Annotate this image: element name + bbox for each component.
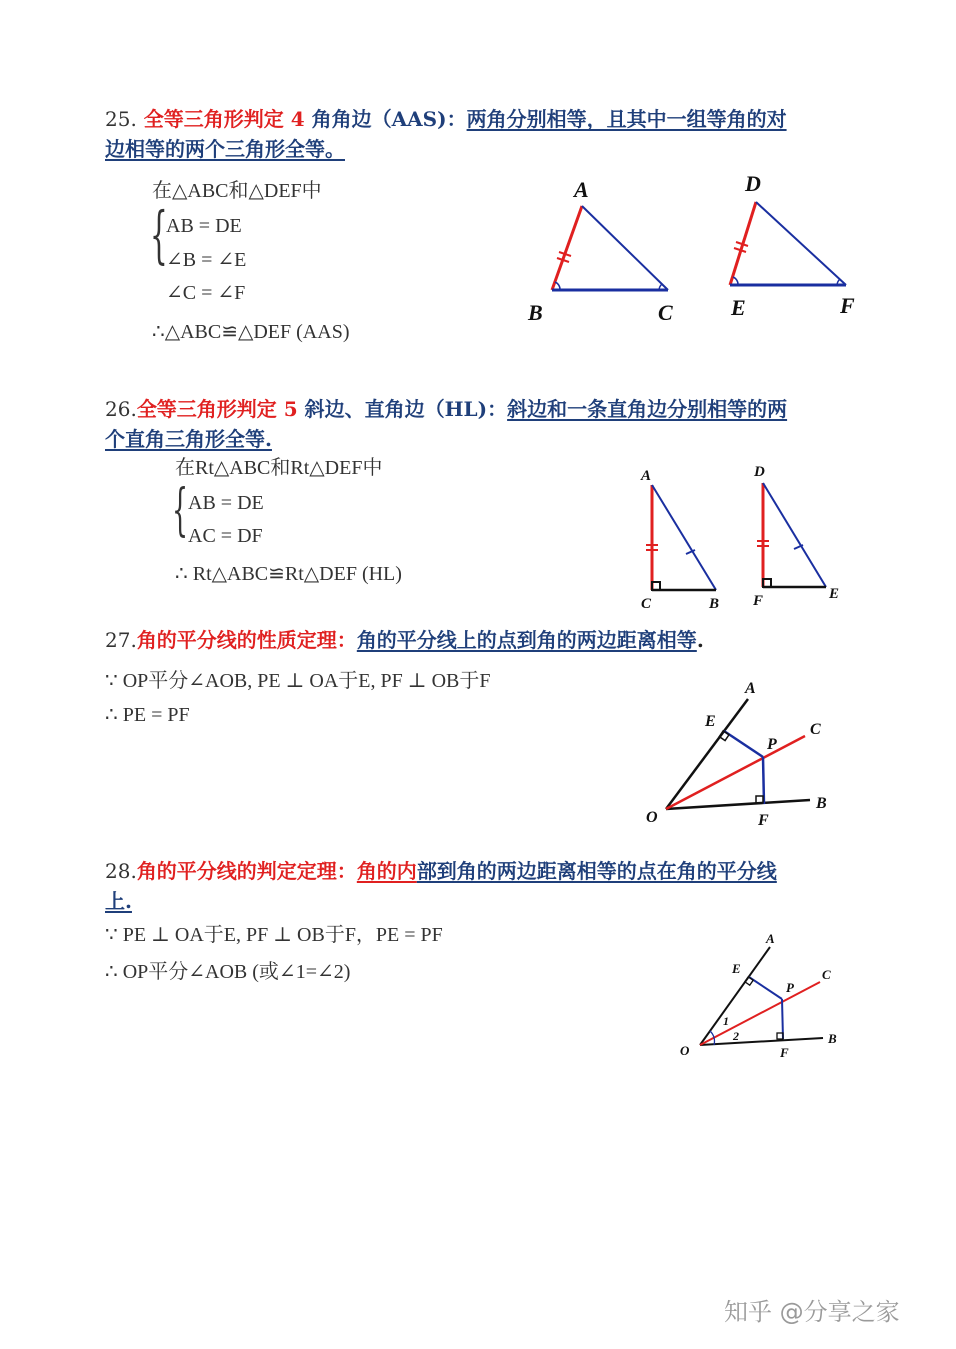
theorem-statement-red: 角的内	[356, 859, 417, 883]
section-26-heading	[105, 394, 865, 454]
theorem-statement: 斜边和一条直角边分别相等的两	[507, 397, 788, 421]
conclusion: ∴ Rt△ABC≌Rt△DEF (HL)	[175, 563, 402, 585]
label-f: F	[753, 593, 764, 609]
theorem-statement-cont: 上.	[105, 889, 132, 913]
condition-2: ∠B = ∠E	[166, 249, 247, 271]
section-27-heading: 27.角的平分线的性质定理：角的平分线上的点到角的两边距离相等.	[105, 628, 704, 652]
theorem-statement-cont: 边相等的两个三角形全等。	[105, 137, 345, 161]
label-p: P	[767, 736, 777, 753]
ray-oc	[700, 982, 820, 1045]
bisector-property-figure	[630, 670, 850, 835]
theorem-tag: 角角边（AAS)：	[304, 107, 467, 131]
side-ab	[552, 206, 582, 290]
label-a: A	[641, 468, 652, 484]
aas-figure	[520, 170, 870, 330]
label-e: E	[732, 961, 741, 976]
label-e: E	[731, 295, 746, 320]
label-angle-1: 1	[723, 1014, 729, 1028]
condition-1: AB = DE	[166, 215, 242, 237]
label-c: C	[658, 300, 673, 325]
label-c: C	[641, 596, 652, 612]
label-o: O	[680, 1043, 690, 1058]
label-c: C	[822, 967, 831, 982]
label-a: A	[745, 680, 756, 697]
given: ∵ PE ⊥ OA于E, PF ⊥ OB于F，PE = PF	[105, 924, 443, 946]
label-a: A	[574, 177, 589, 202]
segment-pe	[749, 977, 782, 999]
theorem-name: 角的平分线的判定定理：	[136, 859, 357, 883]
side-df	[756, 202, 846, 285]
bisector-converse-figure	[670, 925, 850, 1065]
section-28-heading	[105, 856, 865, 916]
label-b: B	[816, 795, 827, 812]
conclusion: ∴ PE = PF	[105, 704, 190, 726]
label-d: D	[754, 464, 765, 480]
section-number: 26.	[105, 397, 137, 421]
theorem-name: 角的平分线的性质定理：	[136, 628, 357, 652]
brace: {	[150, 198, 168, 271]
condition-1: AB = DE	[188, 492, 264, 514]
side-ab	[652, 485, 716, 590]
theorem-statement: 角的平分线上的点到角的两边距离相等	[356, 628, 697, 652]
label-f: F	[758, 812, 769, 829]
segment-pe	[724, 731, 763, 757]
side-ac	[582, 206, 668, 290]
theorem-statement-cont: 个直角三角形全等.	[105, 427, 272, 451]
label-o: O	[646, 809, 658, 826]
theorem-tag: 斜边、直角边（HL)：	[297, 397, 508, 421]
given: ∵ OP平分∠AOB, PE ⊥ OA于E, PF ⊥ OB于F	[105, 670, 491, 692]
ray-ob	[666, 800, 810, 809]
condition-2: AC = DF	[188, 525, 263, 547]
label-b: B	[709, 596, 720, 612]
hl-figure	[630, 460, 850, 615]
side-de	[763, 483, 826, 587]
label-b: B	[528, 300, 543, 325]
label-c: C	[810, 721, 821, 738]
label-b: B	[828, 1031, 837, 1046]
label-e: E	[705, 713, 716, 730]
theorem-name: 全等三角形判定 4	[143, 107, 305, 131]
label-f: F	[840, 293, 855, 318]
proof-intro: 在△ABC和△DEF中	[152, 180, 322, 202]
theorem-statement: 部到角的两边距离相等的点在角的平分线	[416, 859, 777, 883]
conclusion: ∴△ABC≌△DEF (AAS)	[152, 321, 350, 343]
watermark: 知乎 @分享之家	[724, 1298, 900, 1326]
label-d: D	[745, 171, 761, 196]
ray-ob	[700, 1038, 823, 1045]
section-number: 28.	[105, 859, 137, 883]
proof-intro: 在Rt△ABC和Rt△DEF中	[175, 457, 383, 479]
theorem-name: 全等三角形判定 5	[136, 397, 298, 421]
section-25-heading	[105, 104, 865, 164]
theorem-statement: 两角分别相等，且其中一组等角的对	[466, 107, 787, 131]
ray-oc	[666, 736, 805, 809]
condition-3: ∠C = ∠F	[166, 282, 246, 304]
conclusion: ∴ OP平分∠AOB (或∠1=∠2)	[105, 961, 351, 983]
section-number: 27.	[105, 628, 137, 652]
brace: {	[172, 478, 189, 543]
label-f: F	[780, 1045, 789, 1060]
label-angle-2: 2	[733, 1029, 739, 1043]
label-e: E	[829, 586, 840, 602]
label-p: P	[786, 980, 794, 995]
label-a: A	[766, 931, 775, 946]
section-number: 25.	[105, 107, 137, 131]
